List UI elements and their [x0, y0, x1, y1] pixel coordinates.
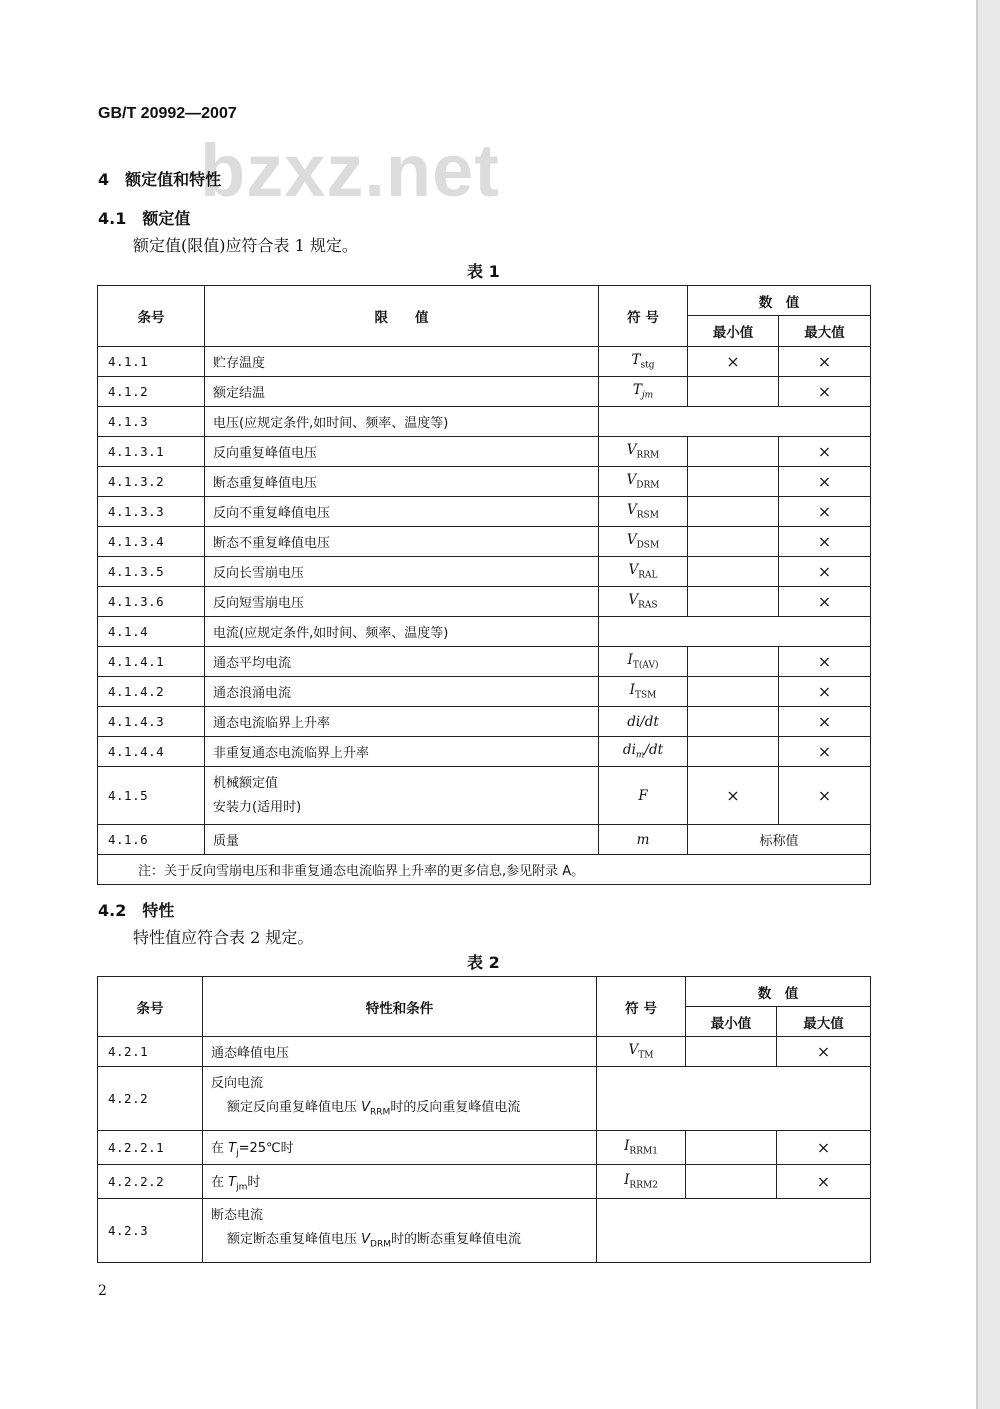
table-1-note: 注：关于反向雪崩电压和非重复通态电流临界上升率的更多信息,参见附录 A。	[98, 855, 871, 885]
item-cell: 贮存温度	[205, 347, 599, 377]
table-row	[98, 707, 871, 737]
item-cell: 反向重复峰值电压	[205, 437, 599, 467]
clause-cell: 4.1.4.2	[98, 677, 205, 707]
clause-cell: 4.2.2	[98, 1067, 203, 1131]
item-cell: 反向短雪崩电压	[205, 587, 599, 617]
table-2	[97, 976, 871, 1263]
min-cell	[686, 1037, 777, 1067]
clause-cell: 4.1.3.6	[98, 587, 205, 617]
item-cell: 在 $T_j=25℃$时	[203, 1131, 597, 1165]
table-row	[98, 377, 871, 407]
clause-cell: 4.1.3	[98, 407, 205, 437]
item-cell: 断态电流 额定断态重复峰值电压 $V_{DRM}$时的断态重复峰值电流	[203, 1199, 597, 1263]
symbol-cell: $I_{T(AV)}$	[599, 647, 688, 677]
table-2-header-max: 最大值	[777, 1007, 871, 1037]
table-row	[98, 437, 871, 467]
clause-cell: 4.1.3.5	[98, 557, 205, 587]
table-row	[98, 1165, 871, 1199]
table-row	[98, 737, 871, 767]
clause-cell: 4.2.2.1	[98, 1131, 203, 1165]
clause-cell: 4.1.3.3	[98, 497, 205, 527]
table-2-header-symbol: 符 号	[597, 977, 686, 1037]
min-cell	[686, 1165, 777, 1199]
table-row	[98, 497, 871, 527]
item-cell: 通态电流临界上升率	[205, 707, 599, 737]
empty-cell	[599, 407, 871, 437]
table-row	[98, 767, 871, 825]
item-cell: 额定结温	[205, 377, 599, 407]
clause-cell: 4.1.5	[98, 767, 205, 825]
max-cell: ×	[779, 707, 871, 737]
max-cell: ×	[779, 527, 871, 557]
clause-cell: 4.1.4.4	[98, 737, 205, 767]
min-cell	[688, 647, 779, 677]
item-cell: 机械额定值 安装力(适用时)	[205, 767, 599, 825]
max-cell: ×	[779, 737, 871, 767]
table-note-row	[98, 855, 871, 885]
table-2-header-min: 最小值	[686, 1007, 777, 1037]
symbol-cell: $V_{RAL}$	[599, 557, 688, 587]
table-row	[98, 1131, 871, 1165]
empty-cell	[597, 1067, 871, 1131]
table-row	[98, 527, 871, 557]
max-cell: ×	[779, 557, 871, 587]
symbol-cell: $V_{TM}$	[597, 1037, 686, 1067]
max-cell: ×	[777, 1165, 871, 1199]
clause-cell: 4.1.3.1	[98, 437, 205, 467]
clause-cell: 4.2.2.2	[98, 1165, 203, 1199]
clause-cell: 4.2.3	[98, 1199, 203, 1263]
table-1	[97, 285, 871, 885]
min-cell	[688, 467, 779, 497]
max-cell: ×	[779, 677, 871, 707]
item-cell: 反向不重复峰值电压	[205, 497, 599, 527]
table-row	[98, 1067, 871, 1131]
min-cell	[688, 737, 779, 767]
min-cell	[688, 587, 779, 617]
max-cell: ×	[779, 347, 871, 377]
page-edge	[978, 0, 1000, 1409]
item-cell: 反向长雪崩电压	[205, 557, 599, 587]
clause-cell: 4.2.1	[98, 1037, 203, 1067]
item-cell: 在 $T_{jm}$时	[203, 1165, 597, 1199]
max-cell: ×	[777, 1131, 871, 1165]
table-row	[98, 587, 871, 617]
clause-cell: 4.1.4	[98, 617, 205, 647]
table-row	[98, 347, 871, 377]
standard-number: GB/T 20992—2007	[98, 105, 237, 122]
max-cell: ×	[779, 437, 871, 467]
section-4-1-heading: 4.1 额定值	[98, 209, 191, 228]
nominal-cell: 标称值	[688, 825, 871, 855]
min-cell: ×	[688, 347, 779, 377]
symbol-cell: $T_{stg}$	[599, 347, 688, 377]
symbol-cell: $V_{DRM}$	[599, 467, 688, 497]
table-row	[98, 677, 871, 707]
table-2-header-item: 特性和条件	[203, 977, 597, 1037]
symbol-cell: $T_{jm}$	[599, 377, 688, 407]
table-1-header-max: 最大值	[779, 316, 871, 347]
table-1-header-item: 限 值	[205, 286, 599, 347]
clause-cell: 4.1.6	[98, 825, 205, 855]
min-cell	[688, 527, 779, 557]
table-row	[98, 1199, 871, 1263]
table-1-header-clause: 条号	[98, 286, 205, 347]
item-cell: 非重复通态电流临界上升率	[205, 737, 599, 767]
table-row	[98, 557, 871, 587]
section-4-1-intro: 额定值(限值)应符合表 1 规定。	[133, 236, 358, 255]
table-row	[98, 825, 871, 855]
clause-cell: 4.1.4.1	[98, 647, 205, 677]
max-cell: ×	[779, 497, 871, 527]
symbol-cell: $I_{TSM}$	[599, 677, 688, 707]
table-2-header-clause: 条号	[98, 977, 203, 1037]
item-cell: 电压(应规定条件,如时间、频率、温度等)	[205, 407, 599, 437]
table-row	[98, 1037, 871, 1067]
max-cell: ×	[779, 767, 871, 825]
item-cell: 质量	[205, 825, 599, 855]
symbol-cell: m	[599, 825, 688, 855]
empty-cell	[597, 1199, 871, 1263]
item-cell: 通态浪涌电流	[205, 677, 599, 707]
min-cell	[688, 437, 779, 467]
table-2-caption: 表 2	[467, 953, 500, 972]
max-cell: ×	[779, 587, 871, 617]
section-4-heading: 4 额定值和特性	[98, 170, 222, 189]
symbol-cell: $I_{RRM2}$	[597, 1165, 686, 1199]
section-4-2-intro: 特性值应符合表 2 规定。	[133, 928, 314, 947]
symbol-cell: F	[599, 767, 688, 825]
min-cell	[688, 497, 779, 527]
max-cell: ×	[779, 377, 871, 407]
min-cell	[688, 377, 779, 407]
symbol-cell: $V_{RSM}$	[599, 497, 688, 527]
min-cell	[686, 1131, 777, 1165]
table-1-header-value: 数 值	[688, 286, 871, 316]
min-cell	[688, 677, 779, 707]
max-cell: ×	[777, 1037, 871, 1067]
item-cell: 通态平均电流	[205, 647, 599, 677]
item-cell: 断态不重复峰值电压	[205, 527, 599, 557]
item-cell: 反向电流 额定反向重复峰值电压 $V_{RRM}$时的反向重复峰值电流	[203, 1067, 597, 1131]
table-row	[98, 617, 871, 647]
section-4-2-heading: 4.2 特性	[98, 901, 175, 920]
max-cell: ×	[779, 467, 871, 497]
min-cell	[688, 557, 779, 587]
table-1-caption: 表 1	[467, 262, 500, 281]
symbol-cell: di/dt	[599, 707, 688, 737]
symbol-cell: $V_{RAS}$	[599, 587, 688, 617]
table-row	[98, 467, 871, 497]
min-cell	[688, 707, 779, 737]
watermark: bzxz.net	[200, 129, 500, 212]
symbol-cell: $V_{RRM}$	[599, 437, 688, 467]
item-cell: 断态重复峰值电压	[205, 467, 599, 497]
clause-cell: 4.1.2	[98, 377, 205, 407]
symbol-cell: $di_m/dt$	[599, 737, 688, 767]
symbol-cell: $V_{DSM}$	[599, 527, 688, 557]
item-cell: 通态峰值电压	[203, 1037, 597, 1067]
page-number: 2	[98, 1283, 107, 1299]
table-row	[98, 647, 871, 677]
table-2-header-value: 数 值	[686, 977, 871, 1007]
min-cell: ×	[688, 767, 779, 825]
table-1-header-symbol: 符 号	[599, 286, 688, 347]
clause-cell: 4.1.3.2	[98, 467, 205, 497]
table-row	[98, 407, 871, 437]
max-cell: ×	[779, 647, 871, 677]
clause-cell: 4.1.4.3	[98, 707, 205, 737]
table-1-header-min: 最小值	[688, 316, 779, 347]
item-cell: 电流(应规定条件,如时间、频率、温度等)	[205, 617, 599, 647]
symbol-cell: $I_{RRM1}$	[597, 1131, 686, 1165]
clause-cell: 4.1.1	[98, 347, 205, 377]
clause-cell: 4.1.3.4	[98, 527, 205, 557]
empty-cell	[599, 617, 871, 647]
